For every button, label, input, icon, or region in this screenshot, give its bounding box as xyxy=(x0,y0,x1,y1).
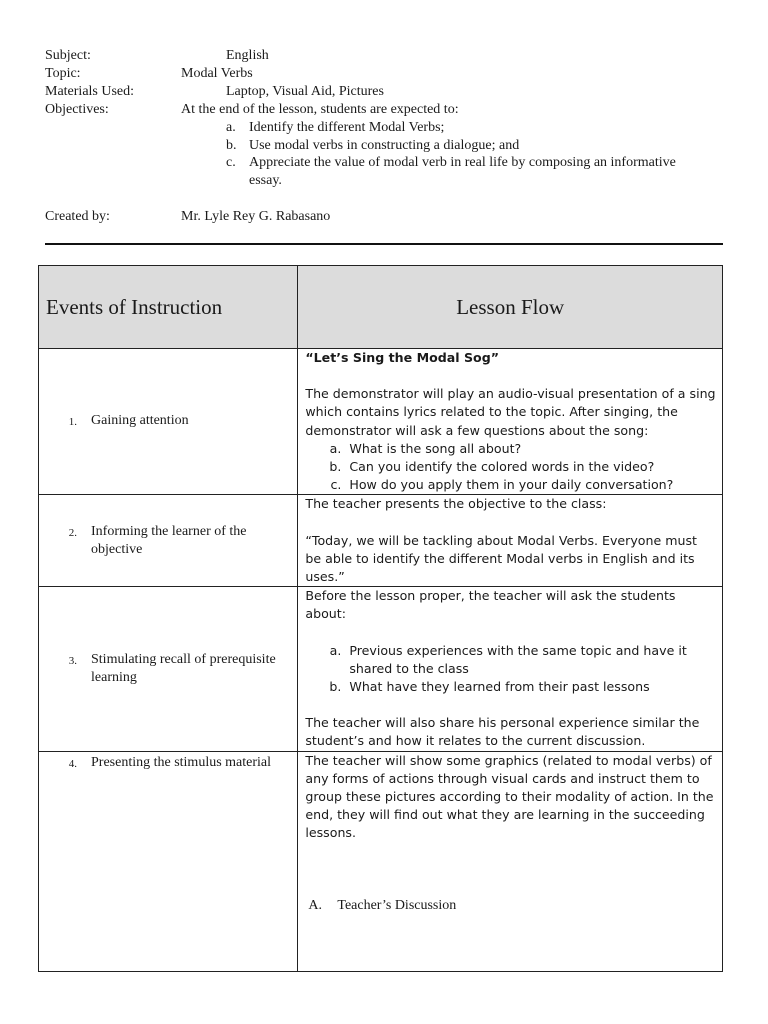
flow-paragraph: Before the lesson proper, the teacher will ask the students about: xyxy=(305,588,676,622)
flow-content xyxy=(298,752,722,915)
flow-content xyxy=(298,587,722,750)
flow-paragraph: “Today, we will be tackling about Modal Verbs. Everyone must be able to identify the different Modal verbs in English and its uses.” xyxy=(305,532,697,585)
event-cell xyxy=(39,349,298,495)
activity-title: “Let’s Sing the Modal Sog” xyxy=(305,350,499,365)
flow-paragraph: The teacher will also share his personal experience similar the student’s and how it relates to the current discussion. xyxy=(305,715,700,749)
column-header-events: Events of Instruction xyxy=(46,294,223,319)
question-list xyxy=(305,440,716,495)
event-number: 2. xyxy=(68,526,77,539)
objective-letter: b. xyxy=(226,138,237,153)
sub-section xyxy=(305,897,716,915)
flow-paragraph: The teacher will show some graphics (related to modal verbs) of any forms of actions through visual cards and instruct them to group these pictures according to their modality of action. In the end, they will find out what they are learning in the succeeding lessons. xyxy=(305,752,714,841)
flow-content xyxy=(298,349,722,494)
materials-label: Materials Used: xyxy=(45,84,135,99)
list-item: b. Can you identify the colored words in the video? xyxy=(329,459,655,475)
objective-letter: c. xyxy=(226,155,236,170)
flow-cell xyxy=(298,349,723,495)
table-row xyxy=(39,587,723,751)
objectives-label: Objectives: xyxy=(45,102,109,117)
topic-value: Modal Verbs xyxy=(181,66,253,81)
header-cell xyxy=(298,266,723,349)
event-cell xyxy=(39,751,298,971)
flow-cell xyxy=(298,495,723,587)
event-number: 3. xyxy=(68,654,77,667)
recall-list xyxy=(305,642,716,697)
event-name: Presenting the stimulus material xyxy=(91,754,272,770)
header-divider xyxy=(45,243,723,245)
sub-section-letter: A. xyxy=(308,897,322,913)
event-name: Stimulating recall of prerequisite learning xyxy=(91,651,276,685)
list-item: a. What is the song all about? xyxy=(329,440,522,456)
event-cell xyxy=(39,495,298,587)
list-item: c. How do you apply them in your daily conversation? xyxy=(330,477,674,493)
event-item xyxy=(39,651,297,687)
objective-text: Identify the different Modal Verbs; xyxy=(249,120,445,135)
header-cell xyxy=(39,266,298,349)
objectives-intro: At the end of the lesson, students are expected to: xyxy=(181,102,459,117)
table-row xyxy=(39,495,723,587)
table-header-row xyxy=(39,266,723,349)
objective-text: Use modal verbs in constructing a dialogue; and xyxy=(249,138,520,153)
table-row xyxy=(39,751,723,971)
flow-content xyxy=(298,495,722,586)
subject-label: Subject: xyxy=(45,48,91,63)
created-by-label: Created by: xyxy=(45,209,110,224)
event-number: 4. xyxy=(68,757,77,770)
flow-paragraph: The demonstrator will play an audio-visual presentation of a sing which contains lyrics related to the topic. After singing, the demonstrator will ask a few questions about the song: xyxy=(305,386,716,438)
list-item: a. Previous experiences with the same topic and have it shared to the class xyxy=(329,642,687,676)
objective-text-continued: essay. xyxy=(249,173,282,188)
lesson-table xyxy=(38,265,723,972)
topic-label: Topic: xyxy=(45,66,81,81)
event-item xyxy=(39,412,297,431)
subject-value: English xyxy=(226,48,269,63)
flow-cell xyxy=(298,751,723,971)
flow-cell xyxy=(298,587,723,751)
created-by-value: Mr. Lyle Rey G. Rabasano xyxy=(181,209,331,224)
materials-value: Laptop, Visual Aid, Pictures xyxy=(226,84,384,99)
table-row xyxy=(39,349,723,495)
event-item xyxy=(39,523,297,559)
objective-letter: a. xyxy=(226,120,236,135)
objective-text: Appreciate the value of modal verb in real life by composing an informative xyxy=(249,155,676,170)
event-cell xyxy=(39,587,298,751)
flow-paragraph: The teacher presents the objective to the class: xyxy=(305,496,607,512)
list-item: b. What have they learned from their past lessons xyxy=(329,679,650,695)
event-item xyxy=(39,754,297,773)
event-name: Informing the learner of the objective xyxy=(91,523,247,557)
event-number: 1. xyxy=(68,416,77,429)
event-name: Gaining attention xyxy=(91,413,189,429)
sub-section-title: Teacher’s Discussion xyxy=(337,897,457,913)
column-header-lesson-flow: Lesson Flow xyxy=(456,294,565,319)
